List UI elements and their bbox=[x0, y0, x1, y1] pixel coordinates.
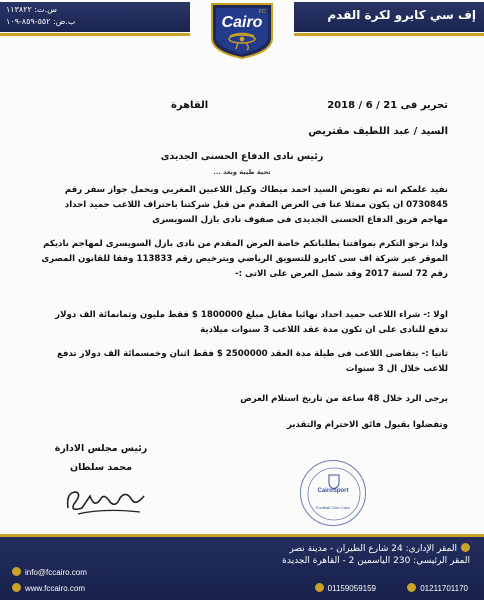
reply-request: يرجى الرد خلال 48 ساعة من تاريخ استلام العرض bbox=[240, 394, 448, 404]
handwritten-signature bbox=[60, 478, 150, 518]
footer-email[interactable]: info@fccairo.com bbox=[12, 567, 87, 577]
main-address: المقر الرئيسي: 230 الياسمين 2 - القاهرة الجديدة bbox=[282, 556, 470, 566]
phone-icon bbox=[407, 583, 416, 592]
closing-line: وتفضلوا بقبول فائق الاحترام والتقدير bbox=[286, 420, 448, 430]
signatory-name: محمد سلطان bbox=[69, 462, 133, 473]
stamp-name: CairoSport bbox=[317, 488, 349, 494]
club-logo bbox=[198, 0, 286, 60]
footer-phone-1: 01211701170 bbox=[407, 583, 468, 593]
commercial-register: س.ت: ١١٣٨٢٢ bbox=[6, 5, 57, 14]
registration-info bbox=[6, 4, 126, 28]
recipient-title: رئيس نادى الدفاع الحسنى الجديدى bbox=[160, 151, 324, 162]
mobile-icon bbox=[315, 583, 324, 592]
letter-date: تحرير فى 21 / 6 / 2018 bbox=[327, 100, 448, 111]
footer-website[interactable]: www.fccairo.com bbox=[12, 583, 85, 593]
recipient-line: السيد / عبد اللطيف مقتريض bbox=[308, 126, 448, 137]
email-icon bbox=[12, 567, 21, 576]
letterhead bbox=[0, 0, 484, 52]
letter-city: القاهرة bbox=[171, 100, 209, 111]
header-stripe-left bbox=[0, 33, 190, 36]
paragraph-offer: ولذا نرجو التكرم بموافتنا بطلباتكم خاصة العرض المقدم من نادى بازل السويسرى لمهاجم ناديكم الموقر عبر شركة اف سى كايرو للتسويق الرياضي وبترخيص رقم 113833 وفقا للقانون المصرى رقم 72 لسنة 2017 وقد شمل العرض على الاتى :- bbox=[41, 239, 448, 279]
logo-wordmark: Cairo bbox=[221, 14, 263, 31]
footer-phone-2: 01159059159 bbox=[315, 583, 376, 593]
globe-icon bbox=[12, 583, 21, 592]
stamp-shield-icon bbox=[329, 475, 339, 489]
club-name: إف سي كايرو لكرة القدم bbox=[327, 8, 476, 22]
signatory-title: رئيس مجلس الادارة bbox=[54, 443, 148, 454]
paragraph-authorization: نفيد علمكم انه تم تفويض السيد احمد ميطاك وكيل اللاعبين المغربي ويحمل جواز سفر رقم 0730845 ان يكون ممثلا عنا فى العرض المقدم من قبل شركتنا باحتراف اللاعب حميد احداد مهاجم فريق الدفاع الحسنى الجديدى فى صفوف نادى بازل السويسرى bbox=[64, 185, 448, 225]
offer-item-second: ثانيا :- يتقاضى اللاعب فى طيلة مدة العقد 2500000 $ فقط اثنان وخمسمائة الف دولار تدفع للاعب خلال ال 3 سنوات bbox=[56, 349, 448, 374]
stamp-subtitle: Football Club Cairo bbox=[315, 505, 351, 510]
greeting: تحية طيبة وبعد ... bbox=[213, 168, 271, 176]
header-stripe-right bbox=[294, 33, 484, 36]
offer-item-first: اولا :- شراء اللاعب حميد احداد نهائيا مقابل مبلغ 1800000 $ فقط مليون وثمانمائة الف دولار تدفع للنادى على ان تكون مدة عقد اللاعب 3 سنوات ميلادية bbox=[55, 310, 448, 335]
date-row bbox=[36, 100, 448, 116]
tax-card: ب.ض: ٥٥٢-٨٥٩-١٠٩ bbox=[6, 17, 76, 26]
letter-footer bbox=[0, 537, 484, 600]
admin-address: المقر الإداري: 24 شارع الطيران - مدينة نصر bbox=[289, 543, 470, 554]
location-icon bbox=[461, 543, 470, 552]
logo-suffix: FC bbox=[258, 9, 266, 15]
